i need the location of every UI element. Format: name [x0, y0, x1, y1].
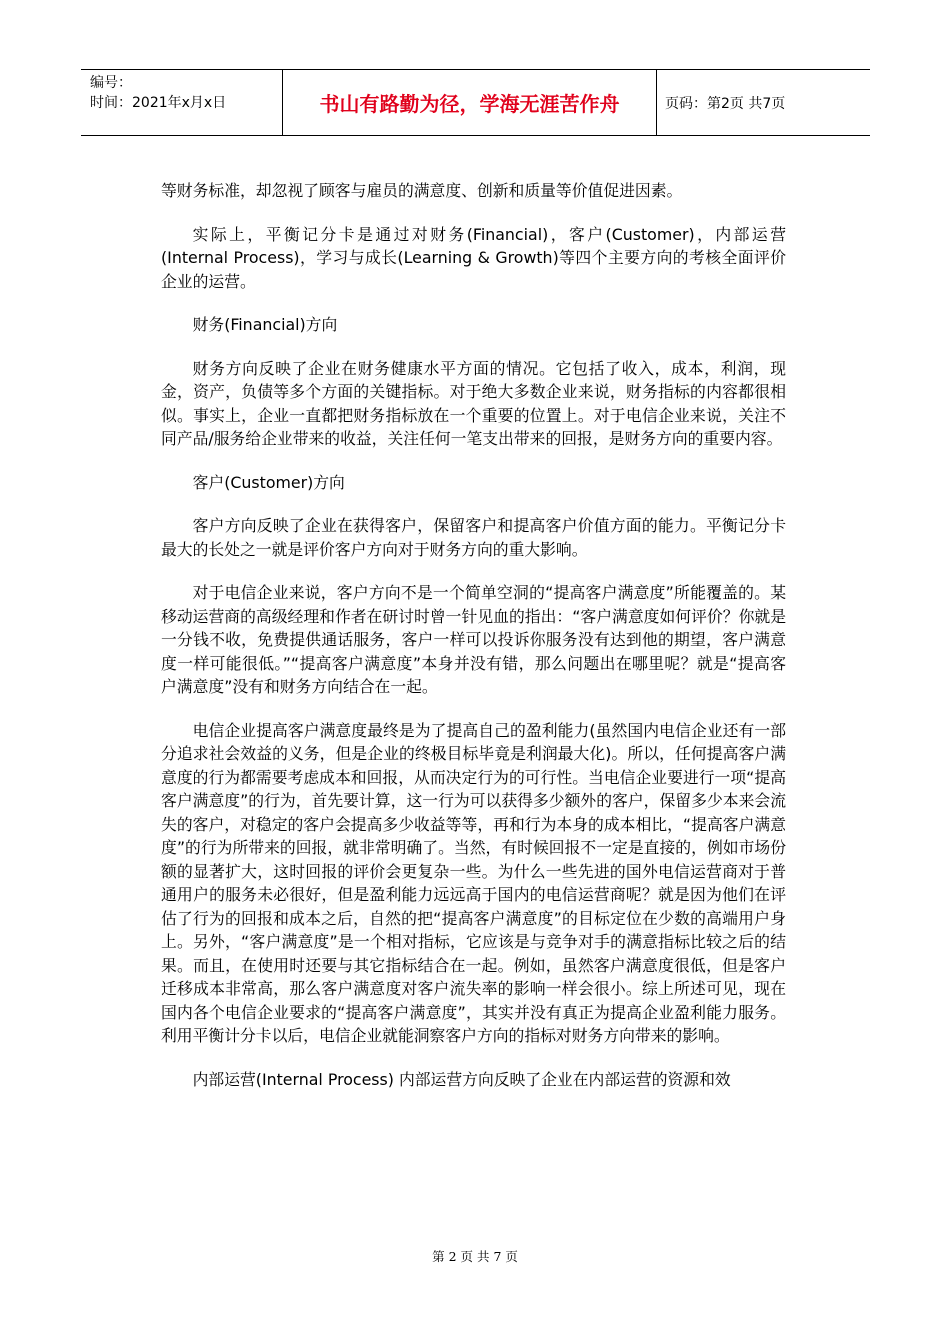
paragraph-continuation: 等财务标准，却忽视了顾客与雇员的满意度、创新和质量等价值促进因素。	[161, 181, 683, 200]
section-heading-financial: 财务(Financial)方向	[192, 315, 338, 334]
page-footer: 第 2 页 共 7 页	[432, 1249, 518, 1264]
paragraph-customer-profitability: 电信企业提高客户满意度最终是为了提高自己的盈利能力(虽然国内电信企业还有一部分追求社会效益的义务，但是企业的终极目标毕竟是利润最大化)。所以，任何提高客户满意度的行为都需要考虑成本和回报，从而决定行为的可行性。当电信企业要进行一项“提高客户满意度”的行为，首先要计算，这一行为可以获得多少额外的客户，保留多少本来会流失的客户，对稳定的客户会提高多少收益等等，再和行为本身的成本相比，“提高客户满意度”的行为所带来的回报，就非常明确了。当然，有时候回报不一定是直接的，例如市场份额的显著扩大，这时回报的评价会更复杂一些。为什么一些先进的国外电信运营商对于普通用户的服务未必很好，但是盈利能力远远高于国内的电信运营商呢？就是因为他们在评估了行为的回报和成本之后，自然的把“提高客户满意度”的目标定位在少数的高端用户身上。另外，“客户满意度”是一个相对指标，它应该是与竞争对手的满意指标比较之后的结果。而且，在使用时还要与其它指标结合在一起。例如，虽然客户满意度很低，但是客户迁移成本非常高，那么客户满意度对客户流失率的影响一样会很小。综上所述可见，现在国内各个电信企业要求的“提高客户满意度”，其实并没有真正为提高企业盈利能力服务。利用平衡计分卡以后，电信企业就能洞察客户方向的指标对财务方向带来的影响。	[161, 720, 786, 1045]
page-header	[81, 69, 870, 136]
header-time-label: 时间：2021年x月x日	[90, 95, 227, 111]
header-number-label: 编号：	[90, 75, 132, 91]
document-body	[161, 179, 786, 1111]
paragraph-overview: 实际上，平衡记分卡是通过对财务(Financial)，客户(Customer)，内部运营(Internal Process)，学习与成长(Learning & Growth)等四个主要方向的考核全面评价企业的运营。	[161, 224, 786, 291]
header-motto: 书山有路勤为径，学海无涯苦作舟	[319, 92, 620, 116]
paragraph-customer-intro: 客户方向反映了企业在获得客户，保留客户和提高客户价值方面的能力。平衡记分卡最大的长处之一就是评价客户方向对于财务方向的重大影响。	[161, 516, 786, 559]
header-meta	[90, 73, 280, 113]
paragraph-financial: 财务方向反映了企业在财务健康水平方面的情况。它包括了收入，成本，利润，现金，资产，负债等多个方面的关键指标。对于绝大多数企业来说，财务指标的内容都很相似。事实上，企业一直都把财务指标放在一个重要的位置上。对于电信企业来说，关注不同产品/服务给企业带来的收益，关注任何一笔支出带来的回报，是财务方向的重要内容。	[161, 358, 786, 448]
paragraph-internal-process: 内部运营(Internal Process) 内部运营方向反映了企业在内部运营的资源和效	[192, 1069, 731, 1089]
paragraph-customer-satisfaction: 对于电信企业来说，客户方向不是一个简单空洞的“提高客户满意度”所能覆盖的。某移动运营商的高级经理和作者在研讨时曾一针见血的指出：“客户满意度如何评价？你就是一分钱不收，免费提供通话服务，客户一样可以投诉你服务没有达到他的期望，客户满意度一样可能很低。”“提高客户满意度”本身并没有错，那么问题出在哪里呢？就是“提高客户满意度”没有和财务方向结合在一起。	[161, 583, 786, 696]
section-heading-customer: 客户(Customer)方向	[192, 472, 345, 492]
header-page-label: 页码：第2页 共7页	[665, 95, 786, 112]
header-divider	[656, 70, 657, 135]
